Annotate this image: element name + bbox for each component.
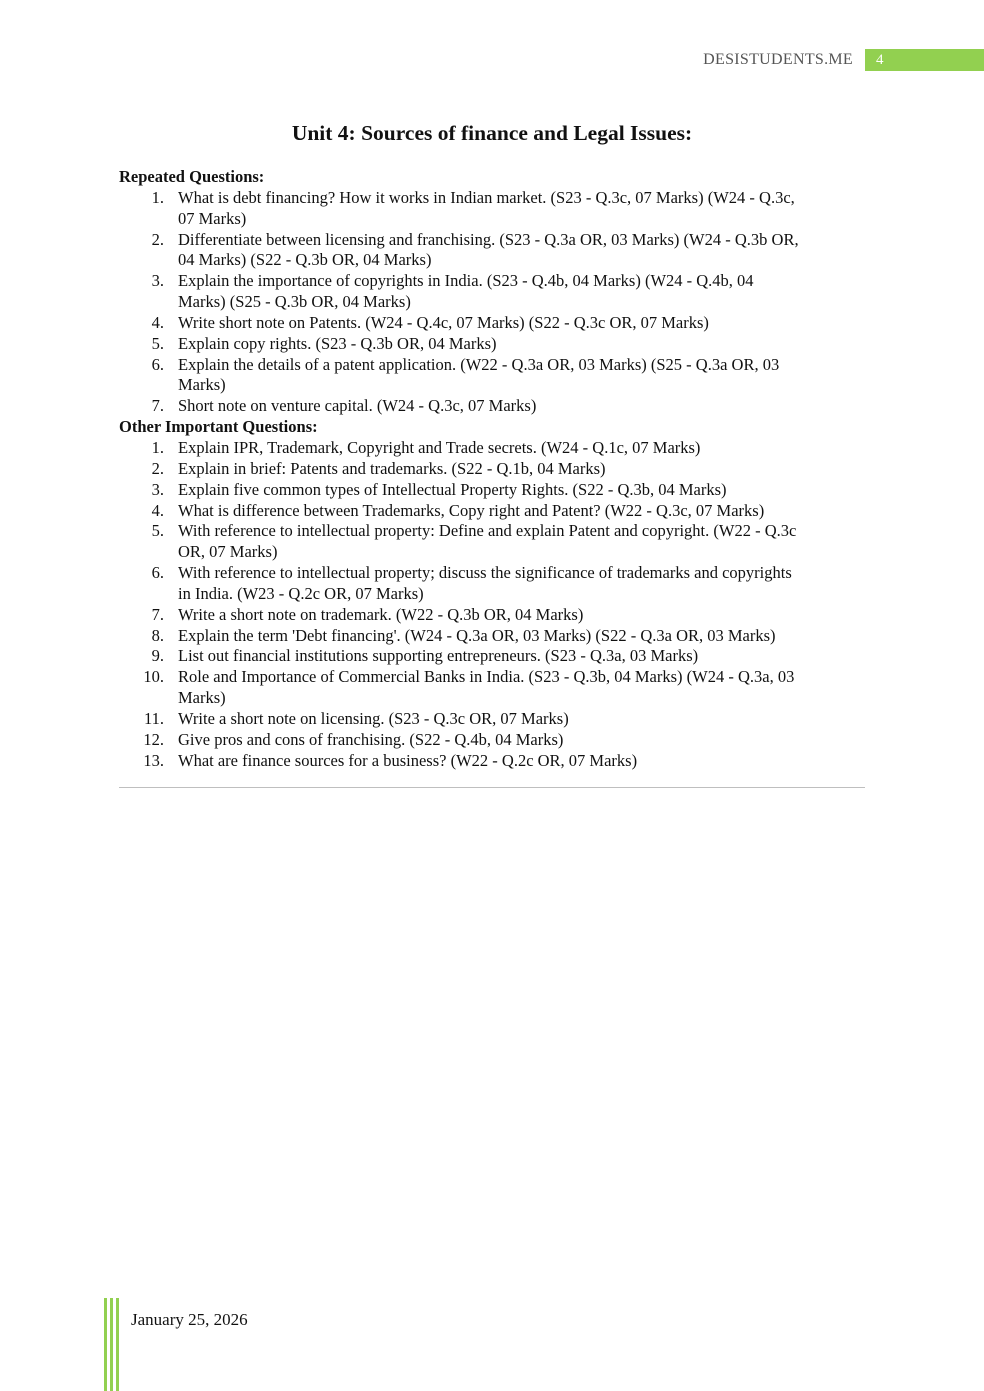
question-text-continued: OR, 07 Marks)	[178, 542, 278, 562]
question-item	[119, 188, 867, 230]
question-text: Short note on venture capital. (W24 - Q.3c, 07 Marks)	[178, 396, 537, 416]
question-text: Explain the importance of copyrights in India. (S23 - Q.4b, 04 Marks) (W24 - Q.4b, 04	[178, 271, 754, 291]
question-item	[119, 730, 867, 751]
question-text: Write short note on Patents. (W24 - Q.4c, 07 Marks) (S22 - Q.3c OR, 07 Marks)	[178, 312, 709, 332]
question-text: With reference to intellectual property: Define and explain Patent and copyright. (W22 - Q.3c	[178, 521, 797, 541]
question-text: Explain the term 'Debt financing'. (W24 - Q.3a OR, 03 Marks) (S22 - Q.3a OR, 03 Marks)	[178, 625, 776, 645]
question-text: Differentiate between licensing and franchising. (S23 - Q.3a OR, 03 Marks) (W24 - Q.3b OR,	[178, 229, 799, 249]
question-item	[119, 355, 867, 397]
question-number: 9.	[151, 646, 164, 666]
question-item	[119, 313, 867, 334]
question-item	[119, 230, 867, 272]
question-number: 5.	[151, 333, 164, 353]
question-content	[119, 167, 867, 771]
question-text-continued: 04 Marks) (S22 - Q.3b OR, 04 Marks)	[178, 250, 432, 270]
question-text: Role and Importance of Commercial Banks in India. (S23 - Q.3b, 04 Marks) (W24 - Q.3a, 03	[178, 667, 795, 687]
question-number: 10.	[143, 667, 164, 687]
question-number: 11.	[143, 708, 164, 728]
question-number: 2.	[151, 458, 164, 478]
question-number: 8.	[151, 625, 164, 645]
question-list	[119, 188, 867, 417]
question-text: Write a short note on licensing. (S23 - Q.3c OR, 07 Marks)	[178, 708, 569, 728]
question-number: 2.	[151, 229, 164, 249]
question-number: 1.	[151, 437, 164, 457]
question-text: What is difference between Trademarks, Copy right and Patent? (W22 - Q.3c, 07 Marks)	[178, 500, 765, 520]
question-text-continued: Marks)	[178, 375, 226, 395]
question-text-continued: 07 Marks)	[178, 208, 247, 228]
question-text: Write a short note on trademark. (W22 - Q.3b OR, 04 Marks)	[178, 604, 584, 624]
question-number: 3.	[151, 271, 164, 291]
question-number: 12.	[143, 729, 164, 749]
question-text: What are finance sources for a business? (W22 - Q.2c OR, 07 Marks)	[178, 750, 638, 770]
question-number: 4.	[151, 312, 164, 332]
question-item	[119, 709, 867, 730]
question-text-continued: in India. (W23 - Q.2c OR, 07 Marks)	[178, 583, 424, 603]
section-divider	[119, 787, 865, 788]
question-text: With reference to intellectual property; discuss the significance of trademarks and copyrights	[178, 563, 792, 583]
question-number: 13.	[143, 750, 164, 770]
page-number-badge: 4	[865, 49, 984, 71]
question-number: 5.	[151, 521, 164, 541]
question-item	[119, 667, 867, 709]
question-text: Explain five common types of Intellectual Property Rights. (S22 - Q.3b, 04 Marks)	[178, 479, 727, 499]
question-text: Explain the details of a patent application. (W22 - Q.3a OR, 03 Marks) (S25 - Q.3a OR, 03	[178, 354, 780, 374]
question-list	[119, 438, 867, 772]
question-item	[119, 271, 867, 313]
question-item	[119, 501, 867, 522]
question-text: What is debt financing? How it works in Indian market. (S23 - Q.3c, 07 Marks) (W24 - Q.3c,	[178, 187, 795, 207]
question-number: 3.	[151, 479, 164, 499]
question-text: Explain copy rights. (S23 - Q.3b OR, 04 Marks)	[178, 333, 497, 353]
header-site-name: DESISTUDENTS.ME	[703, 51, 853, 68]
question-number: 4.	[151, 500, 164, 520]
footer-date: January 25, 2026	[131, 1310, 248, 1329]
question-text: Give pros and cons of franchising. (S22 - Q.4b, 04 Marks)	[178, 729, 564, 749]
footer-accent-bars	[104, 1298, 120, 1391]
question-text: Explain in brief: Patents and trademarks. (S22 - Q.1b, 04 Marks)	[178, 458, 606, 478]
question-item	[119, 480, 867, 501]
question-item	[119, 751, 867, 772]
question-text-continued: Marks)	[178, 688, 226, 708]
question-item	[119, 459, 867, 480]
section-heading: Repeated Questions:	[119, 167, 265, 186]
question-item	[119, 396, 867, 417]
question-item	[119, 334, 867, 355]
question-item	[119, 605, 867, 626]
question-item	[119, 563, 867, 605]
question-number: 7.	[151, 396, 164, 416]
question-number: 1.	[151, 187, 164, 207]
question-item	[119, 438, 867, 459]
question-text: Explain IPR, Trademark, Copyright and Trade secrets. (W24 - Q.1c, 07 Marks)	[178, 437, 701, 457]
question-text-continued: Marks) (S25 - Q.3b OR, 04 Marks)	[178, 292, 411, 312]
question-item	[119, 626, 867, 647]
question-item	[119, 646, 867, 667]
page-title: Unit 4: Sources of finance and Legal Issues:	[291, 121, 693, 145]
section-heading: Other Important Questions:	[119, 417, 318, 437]
question-item	[119, 521, 867, 563]
question-number: 6.	[151, 354, 164, 374]
question-number: 7.	[151, 604, 164, 624]
question-text: List out financial institutions supporting entrepreneurs. (S23 - Q.3a, 03 Marks)	[178, 646, 699, 666]
question-number: 6.	[151, 563, 164, 583]
